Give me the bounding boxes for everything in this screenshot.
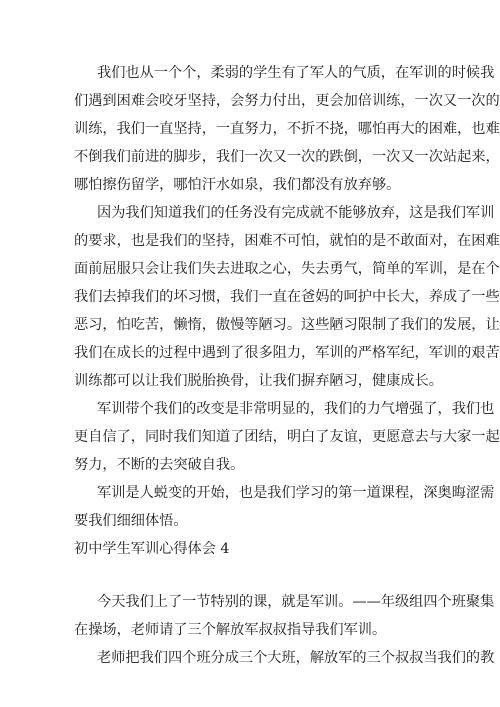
- paragraph-line: 的要求，也是我们的坚持，困难不可怕，就怕的是不敢面对，在困难: [74, 233, 500, 249]
- paragraph-line: 面前屈服只会让我们失去进取之心，失去勇气，简单的军训，是在个: [74, 261, 500, 277]
- paragraph-line: 军训是人蜕变的开始，也是我们学习的第一道课程，深奥晦涩需: [97, 485, 495, 501]
- paragraph-line: 努力，不断的去突破自我。: [74, 457, 245, 473]
- paragraph-line: 我们在成长的过程中遇到了很多阻力，军训的严格军纪，军训的艰苦: [74, 345, 500, 361]
- paragraph-line: 要我们细细体悟。: [74, 513, 188, 529]
- paragraph-line: 们遇到困难会咬牙坚持，会努力付出，更会加倍训练，一次又一次的: [74, 93, 500, 109]
- paragraph-line: 更自信了，同时我们知道了团结，明白了友谊，更愿意去与大家一起: [74, 429, 500, 445]
- paragraph-line: 训练都可以让我们脱胎换骨，让我们摒弃陋习，健康成长。: [74, 373, 443, 389]
- section-heading: 初中学生军训心得体会 4: [74, 541, 230, 557]
- paragraph-line: 训练，我们一直坚持，一直努力，不折不挠，哪怕再大的困难，也难: [74, 121, 500, 137]
- paragraph-line: 我们也从一个个，柔弱的学生有了军人的气质，在军训的时候我: [97, 65, 495, 81]
- paragraph-line: 军训带个我们的改变是非常明显的，我们的力气增强了，我们也: [97, 401, 495, 417]
- paragraph-line: 我们去掉我们的坏习惯，我们一直在爸妈的呵护中长大，养成了一些: [74, 289, 500, 305]
- paragraph-line: 老师把我们四个班分成三个大班，解放军的三个叔叔当我们的教: [97, 650, 495, 666]
- paragraph-line: 恶习，怕吃苦，懒惰，傲慢等陋习。这些陋习限制了我们的发展，让: [74, 317, 500, 333]
- paragraph-line: 不倒我们前进的脚步，我们一次又一次的跌倒，一次又一次站起来，: [74, 149, 500, 165]
- paragraph-line: 在操场，老师请了三个解放军叔叔指导我们军训。: [74, 622, 387, 638]
- paragraph-line: 今天我们上了一节特别的课，就是军训。——年级组四个班聚集: [97, 594, 495, 610]
- paragraph-line: 哪怕擦伤留学，哪怕汗水如泉，我们都没有放弃够。: [74, 177, 401, 193]
- paragraph-line: 因为我们知道我们的任务没有完成就不能够放弃，这是我们军训: [97, 205, 495, 221]
